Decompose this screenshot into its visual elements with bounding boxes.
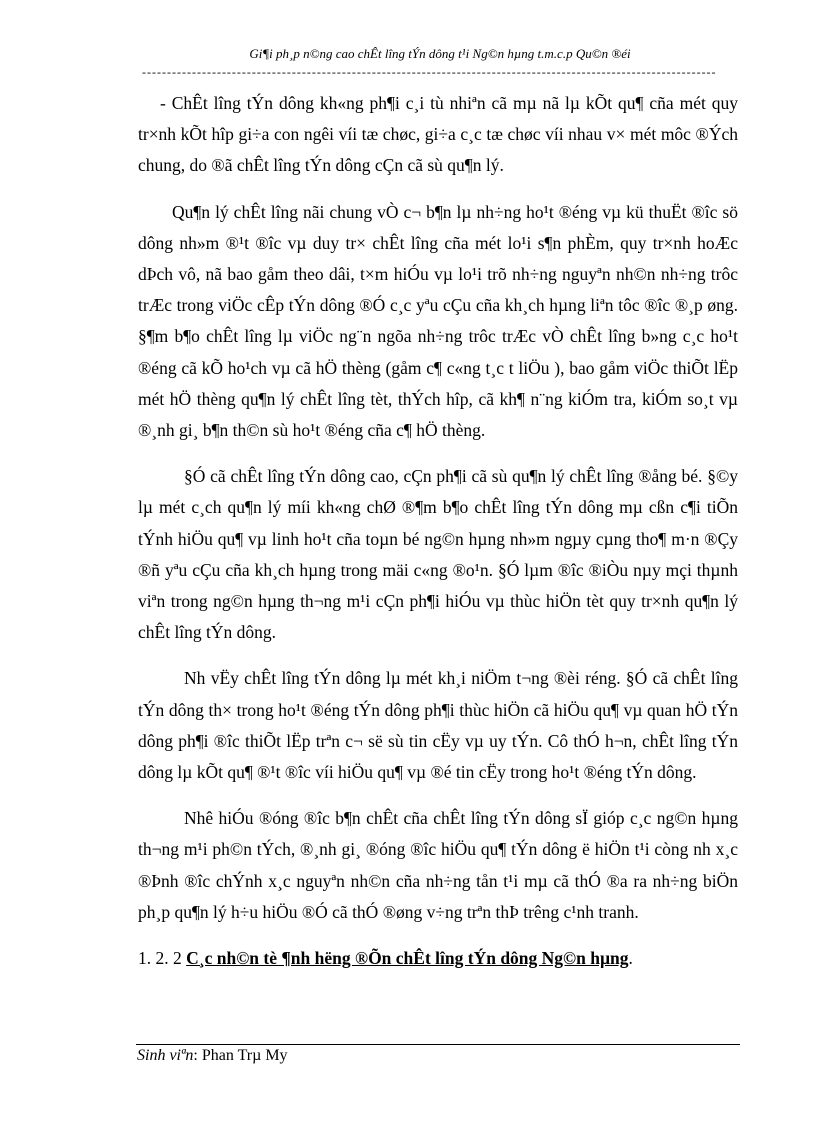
document-body [138, 88, 738, 989]
section-title: C¸c nh©n tè ¶nh hëng ®Õn chÊt lîng tÝn dông Ng©n hµng [186, 948, 629, 969]
section-number: 1. 2. 2 [138, 948, 182, 969]
paragraph-4: Nh vËy chÊt lîng tÝn dông lµ mét kh¸i niÖm t¬ng ®èi réng. §Ó cã chÊt lîng tÝn dông th× trong ho¹t ®éng tÝn dông ph¶i thùc hiÖn cã hiÖu qu¶ vµ quan hÖ tÝn dông ph¶i ®îc thiÕt lËp trªn c¬ së sù tin cËy vµ uy tÝn. Cô thÓ h¬n, chÊt lîng tÝn dông lµ kÕt qu¶ ®¹t ®îc víi hiÖu qu¶ vµ ®é tin cËy trong ho¹t ®éng tÝn dông. [138, 668, 738, 783]
paragraph-5: Nhê hiÓu ®óng ®îc b¶n chÊt cña chÊt lîng tÝn dông sÏ gióp c¸c ng©n hµng th¬ng m¹i ph©n tÝch, ®¸nh gi¸ ®óng ®îc hiÖu qu¶ tÝn dông ë hiÖn t¹i còng nh x¸c ®Þnh ®îc chÝnh x¸c nguyªn nh©n cña nh÷ng tån t¹i mµ cã thÓ ®a ra nh÷ng biÖn ph¸p qu¶n lý h÷u hiÖu ®Ó cã thÓ ®øng v÷ng trªn thÞ trêng c¹nh tranh. [138, 808, 738, 922]
footer-divider [136, 1044, 740, 1045]
student-name: Phan Trµ My [201, 1047, 288, 1064]
paragraph-1: - ChÊt lîng tÝn dông kh«ng ph¶i c¸i tù nhiªn cã mµ nã lµ kÕt qu¶ cña mét quy tr×nh kÕt hîp gi÷a con ngêi víi tæ chøc, gi÷a c¸c tæ chøc víi nhau v× mét môc ®Ých chung, do ®ã chÊt lîng tÝn dông cÇn cã sù qu¶n lý. [138, 93, 738, 176]
header-dashed-rule: ------------------------------------------------------------------------------------------------------------------- [142, 66, 717, 78]
page-header-title: Gi¶i ph¸p n©ng cao chÊt lîng tÝn dông t¹i Ng©n hµng t.m.c.p Qu©n ®éi [249, 46, 631, 61]
section-heading: 1. 2. 2 C¸c nh©n tè ¶nh hëng ®Õn chÊt lîng tÝn dông Ng©n hµng. [138, 948, 633, 969]
footer-label: Sinh viªn [137, 1047, 194, 1064]
page-footer: Sinh viªn: Phan Trµ My [137, 1047, 288, 1064]
paragraph-3: §Ó cã chÊt lîng tÝn dông cao, cÇn ph¶i cã sù qu¶n lý chÊt lîng ®ång bé. §©y lµ mét c¸ch qu¶n lý míi kh«ng chØ ®¶m b¶o chÊt lîng tÝn dông mµ cßn c¶i tiÕn tÝnh hiÖu qu¶ vµ linh ho¹t cña toµn bé ng©n hµng nh»m ngµy cµng tho¶ m·n ®Çy ®ñ yªu cÇu cña kh¸ch hµng trong mäi c«ng ®o¹n. §Ó lµm ®îc ®iÒu nµy mçi thµnh viªn trong ng©n hµng th¬ng m¹i cÇn ph¶i hiÓu vµ thùc hiÖn tèt quy tr×nh qu¶n lý chÊt lîng tÝn dông. [138, 466, 738, 643]
paragraph-2: Qu¶n lý chÊt lîng nãi chung vÒ c¬ b¶n lµ nh÷ng ho¹t ®éng vµ kü thuËt ®îc sö dông nh»m ®¹t ®îc vµ duy tr× chÊt lîng cña mét lo¹i s¶n phÈm, quy tr×nh hoÆc dÞch vô, nã bao gåm theo dâi, t×m hiÓu vµ lo¹i trõ nh÷ng nguyªn nh©n nh÷ng trôc trÆc trong viÖc cÊp tÝn dông ®Ó c¸c yªu cÇu cña kh¸ch hµng liªn tôc ®îc ®¸p øng. §¶m b¶o chÊt lîng lµ viÖc ng¨n ngõa nh÷ng trôc trÆc vÒ chÊt lîng b»ng c¸c ho¹t ®éng cã kÕ ho¹ch vµ cã hÖ thèng (gåm c¶ c«ng t¸c t liÖu ), bao gåm viÖc thiÕt lËp mét hÖ thèng qu¶n lý chÊt lîng tèt, thÝch hîp, cã kh¶ n¨ng kiÓm tra, kiÓm so¸t vµ ®¸nh gi¸ b¶n th©n sù ho¹t ®éng cña c¶ hÖ thèng. [138, 201, 738, 441]
